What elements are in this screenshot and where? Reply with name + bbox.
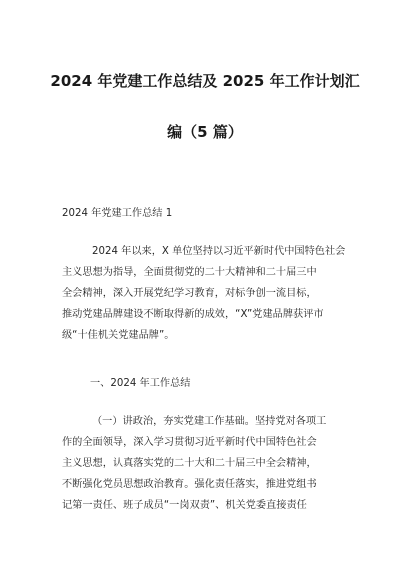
- paragraph-1-line: 主义思想为指导，全面贯彻党的二十大精神和二十届三中: [62, 267, 317, 278]
- paragraph-2-line: 不断强化党员思想政治教育。强化责任落实，推进党组书: [62, 479, 317, 490]
- paragraph-2-line: （一）讲政治，夯实党建工作基础。坚持党对各项工: [92, 416, 327, 427]
- paragraph-2-line: 主义思想，认真落实党的二十大和二十届三中全会精神，: [62, 458, 317, 469]
- document-title-line-2: 编（5 篇）: [167, 123, 243, 141]
- paragraph-1-line: 推动党建品牌建设不断取得新的成效，“X”党建品牌获评市: [62, 309, 324, 320]
- paragraph-2-line: 记第一责任、班子成员“一岗双责”、机关党委直接责任: [62, 500, 307, 511]
- paragraph-1-line: 级“十佳机关党建品牌”。: [62, 330, 175, 341]
- document-title-line-1: 2024 年党建工作总结及 2025 年工作计划汇: [50, 72, 360, 90]
- paragraph-1-line: 全会精神，深入开展党纪学习教育，对标争创一流目标，: [62, 288, 317, 299]
- paragraph-2-line: 作的全面领导，深入学习贯彻习近平新时代中国特色社会: [62, 437, 317, 448]
- section-heading: 一、2024 年工作总结: [90, 378, 191, 389]
- document-subheading: 2024 年党建工作总结 1: [62, 208, 173, 219]
- paragraph-1-line: 2024 年以来，X 单位坚持以习近平新时代中国特色社会: [92, 246, 346, 257]
